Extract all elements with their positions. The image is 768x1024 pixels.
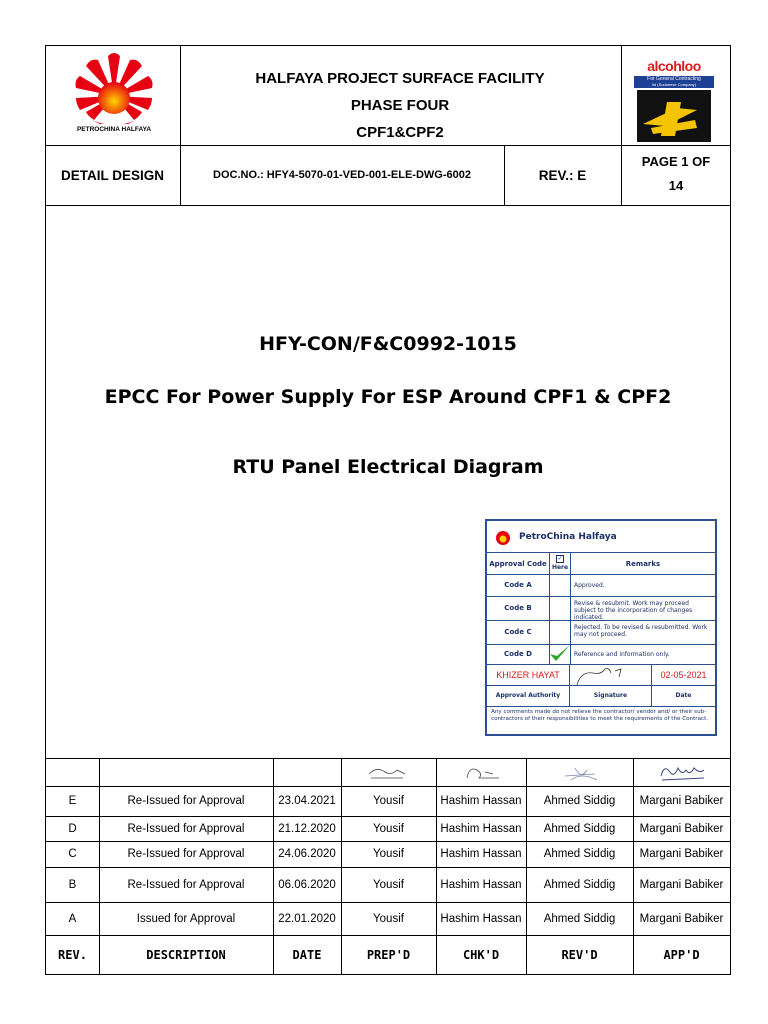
- rev-description: Re-Issued for Approval: [127, 822, 245, 835]
- col-chkd-header: CHK'D: [462, 948, 500, 962]
- col-revd-header: REV'D: [561, 948, 598, 962]
- revision-row-b: [46, 867, 730, 902]
- rev-description: Re-Issued for Approval: [127, 795, 245, 807]
- rev-chkd: Hashim Hassan: [440, 795, 522, 807]
- rev-appd: Margani Babiker: [639, 795, 724, 807]
- rev-chkd: Hashim Hassan: [440, 848, 522, 860]
- stamp-approval-date: 02-05-2021: [660, 670, 707, 680]
- prepd-signature-icon: [367, 764, 407, 784]
- drawing-title: RTU Panel Electrical Diagram: [232, 456, 544, 478]
- appd-signature-icon: [658, 762, 708, 784]
- rev-appd: Margani Babiker: [639, 848, 724, 860]
- col-appd-header: APP'D: [663, 948, 700, 962]
- rev-code: B: [68, 878, 77, 891]
- rev-date: 24.06.2020: [278, 848, 336, 860]
- contract-number: HFY-CON/F&C0992-1015: [259, 333, 517, 355]
- stamp-here-header: Here: [551, 564, 569, 571]
- stamp-code-d: Code D: [504, 650, 532, 658]
- rev-prepd: Yousif: [373, 795, 404, 807]
- document-number: DOC.NO.: HFY4-5070-01-VED-001-ELE-DWG-6002: [213, 169, 471, 181]
- rev-code: A: [68, 912, 77, 925]
- stamp-remark-b: Revise & resubmit. Work may proceed subject to the incorporation of changes indicated.: [574, 600, 693, 621]
- rev-chkd: Hashim Hassan: [440, 822, 522, 835]
- rev-chkd: Hashim Hassan: [440, 878, 522, 891]
- page-count-line1: PAGE 1 OF: [641, 154, 711, 169]
- rev-date: 23.04.2021: [278, 795, 336, 807]
- stamp-vline: [569, 664, 570, 706]
- stamp-date-label: Date: [675, 692, 692, 699]
- rev-prepd: Yousif: [373, 822, 404, 835]
- col-date-header: DATE: [292, 948, 322, 962]
- rev-revd: Ahmed Siddig: [543, 878, 616, 891]
- rev-appd: Margani Babiker: [639, 912, 724, 925]
- revision-row-a: [46, 902, 730, 935]
- rev-revd: Ahmed Siddig: [543, 795, 616, 807]
- stamp-remark-c: Rejected. To be revised & resubmitted. Work may not proceed.: [574, 624, 708, 638]
- rev-revd: Ahmed Siddig: [543, 848, 616, 860]
- rev-description: Re-Issued for Approval: [127, 878, 245, 891]
- rev-appd: Margani Babiker: [639, 822, 724, 835]
- info-row-bottom-line: [45, 205, 731, 206]
- rev-prepd: Yousif: [373, 912, 404, 925]
- contractor-subtitle-1: For General Contracting: [634, 76, 714, 82]
- approver-signature-icon: [571, 665, 651, 689]
- contractor-emblem-icon: [637, 90, 711, 142]
- rev-table-top: [45, 758, 731, 759]
- approval-check-icon: [548, 643, 572, 663]
- project-title-line1: HALFAYA PROJECT SURFACE FACILITY: [255, 70, 545, 87]
- project-title-line3: CPF1&CPF2: [356, 124, 444, 141]
- stamp-remarks-header: Remarks: [625, 560, 661, 568]
- stamp-tick-box-icon: ✓: [557, 555, 563, 562]
- rev-date: 22.01.2020: [278, 912, 336, 925]
- rev-date: 21.12.2020: [278, 822, 336, 835]
- chkd-signature-icon: [463, 764, 503, 784]
- logo-caption: PETROCHINA HALFAYA: [76, 126, 152, 133]
- rev-prepd: Yousif: [373, 878, 404, 891]
- rev-prepd: Yousif: [373, 848, 404, 860]
- stamp-code-a: Code A: [504, 581, 532, 589]
- approval-stamp: [485, 519, 717, 736]
- rev-description: Re-Issued for Approval: [127, 848, 245, 860]
- rev-code: C: [68, 848, 77, 860]
- project-title-line2: PHASE FOUR: [350, 97, 450, 114]
- col-description-header: DESCRIPTION: [146, 948, 226, 962]
- revd-signature-icon: [561, 764, 601, 784]
- stamp-remark-d: Reference and information only.: [574, 651, 670, 658]
- petrochina-logo: [55, 50, 173, 140]
- contractor-logo: [634, 58, 714, 142]
- stamp-line: [487, 644, 715, 645]
- stamp-petrochina-icon: [492, 528, 514, 546]
- stamp-approver-name: KHIZER HAYAT: [496, 670, 560, 680]
- revision-row-d: [46, 816, 730, 841]
- stamp-approval-code-header: Approval Code: [489, 560, 547, 568]
- rev-code: E: [68, 795, 77, 807]
- revision-label: REV.: E: [538, 167, 587, 183]
- revision-header-row: [46, 935, 730, 975]
- rev-revd: Ahmed Siddig: [543, 822, 616, 835]
- rev-code: D: [68, 822, 77, 835]
- revision-row-c: [46, 841, 730, 867]
- page-count-line2: 14: [668, 178, 684, 193]
- contractor-subtitle-2: ltd (Sudanese Company): [634, 82, 714, 88]
- rev-description: Issued for Approval: [136, 912, 236, 925]
- stamp-signature-label: Signature: [593, 692, 628, 699]
- stamp-company: PetroChina Halfaya: [519, 532, 617, 542]
- stamp-authority-label: Approval Authority: [495, 692, 561, 699]
- revision-row-e: [46, 786, 730, 816]
- stamp-line: [487, 574, 715, 575]
- rev-date: 06.06.2020: [278, 878, 336, 891]
- stamp-disclaimer: Any comments made do not relieve the contractor/ vendor and/ or their sub-contractors of their responsibilities to meet the requirements of the Contract.: [491, 709, 709, 722]
- rev-revd: Ahmed Siddig: [543, 912, 616, 925]
- rev-appd: Margani Babiker: [639, 878, 724, 891]
- rev-chkd: Hashim Hassan: [440, 912, 522, 925]
- col-prepd-header: PREP'D: [366, 948, 411, 962]
- col-rev-header: REV.: [58, 948, 87, 962]
- petrochina-sun-icon: [55, 50, 173, 124]
- stamp-code-b: Code B: [504, 604, 532, 612]
- detail-design-label: DETAIL DESIGN: [60, 167, 164, 183]
- stamp-remark-a: Approved.: [574, 582, 605, 589]
- stamp-line: [487, 706, 715, 707]
- stamp-line: [487, 552, 715, 553]
- stamp-line: [487, 596, 715, 597]
- project-description: EPCC For Power Supply For ESP Around CPF1 & CPF2: [104, 386, 672, 408]
- contractor-wordmark: alcohloo: [647, 58, 701, 74]
- stamp-code-c: Code C: [504, 628, 532, 636]
